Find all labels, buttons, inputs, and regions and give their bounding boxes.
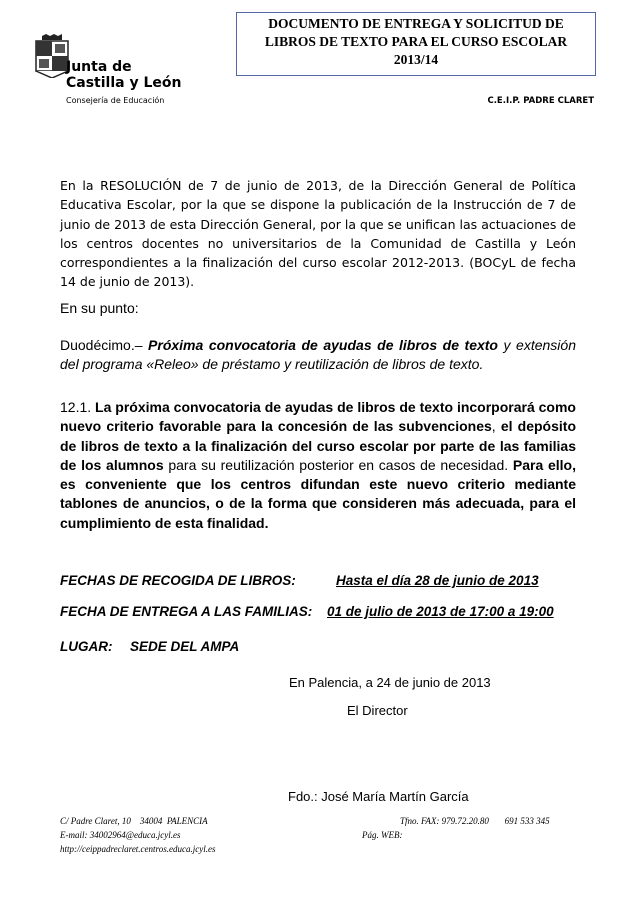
intro-paragraph bbox=[60, 176, 576, 292]
duodecimo-rest: y extensión del programa «Releo» de préstamo y reutilización de libros de texto. bbox=[60, 337, 576, 373]
logo-text-line2: Castilla y León bbox=[66, 75, 182, 91]
recogida-label: FECHAS DE RECOGIDA DE LIBROS: bbox=[60, 573, 296, 588]
duodecimo-paragraph bbox=[60, 336, 576, 375]
entrega-value: 01 de julio de 2013 de 17:00 a 19:00 bbox=[327, 604, 554, 619]
section-bold-1: La próxima convocatoria de ayudas de libros de texto incorporará como nuevo criterio favorable para la concesión de las subvenciones bbox=[60, 399, 576, 435]
title-line-2: LIBROS DE TEXTO PARA EL CURSO ESCOLAR bbox=[264, 34, 568, 49]
entrega-label: FECHA DE ENTREGA A LAS FAMILIAS: bbox=[60, 604, 313, 619]
punto-label: En su punto: bbox=[60, 300, 139, 316]
footer-web-label: Pág. WEB: bbox=[362, 830, 403, 840]
footer-email[interactable]: E-mail: 34002964@educa.jcyl.es bbox=[60, 830, 181, 840]
school-name: C.E.I.P. PADRE CLARET bbox=[487, 96, 594, 106]
consejeria-label: Consejería de Educación bbox=[66, 96, 165, 105]
document-title-box bbox=[236, 12, 596, 76]
recogida-value: Hasta el día 28 de junio de 2013 bbox=[336, 573, 539, 588]
signed-by: Fdo.: José María Martín García bbox=[288, 789, 469, 804]
intro-text: En la RESOLUCIÓN de 7 de junio de 2013, de la Dirección General de Política Educativa Escolar, por la que se dispone la publicación de la Instrucción de 7 de junio de 2013 de esta Dirección General, por la que se unifican las actuaciones de los centros docentes no universitarios de la Comunidad de Castilla y León correspondientes a la finalización del curso escolar 2012-2013. (BOCyL de fecha 14 de junio de 2013). bbox=[60, 178, 576, 290]
section-number: 12.1. bbox=[60, 399, 96, 415]
logo-text-line1: Junta de bbox=[66, 59, 132, 75]
section-bold-2: el depósito de libros de texto a la finalización del curso escolar por parte de las familias de los alumnos bbox=[60, 418, 576, 473]
lugar-label: LUGAR: bbox=[60, 639, 113, 654]
footer-phone: Tfno. FAX: 979.72.20.80 691 533 345 bbox=[400, 816, 550, 826]
lugar-value: SEDE DEL AMPA bbox=[130, 639, 240, 654]
director-role: El Director bbox=[347, 703, 408, 718]
footer-address: C/ Padre Claret, 10 34004 PALENCIA bbox=[60, 816, 208, 826]
section-12-1 bbox=[60, 398, 576, 533]
title-line-1: DOCUMENTO DE ENTREGA Y SOLICITUD DE bbox=[268, 16, 564, 31]
title-line-3: 2013/14 bbox=[393, 52, 439, 67]
section-bold-3: Para ello, es conveniente que los centros difundan este nuevo criterio mediante tablones de anuncios, o de la forma que consideren más adecuada, para el cumplimiento de esta finalidad. bbox=[60, 456, 576, 531]
duodecimo-heading: Próxima convocatoria de ayudas de libros de texto bbox=[148, 337, 498, 353]
place-date: En Palencia, a 24 de junio de 2013 bbox=[289, 675, 491, 690]
duodecimo-prefix: Duodécimo.– bbox=[60, 337, 149, 353]
section-text-2: para su reutilización posterior en casos de necesidad. bbox=[163, 456, 513, 473]
footer-url[interactable]: http://ceippadreclaret.centros.educa.jcyl.es bbox=[60, 844, 216, 854]
section-text-1: , bbox=[491, 418, 501, 435]
